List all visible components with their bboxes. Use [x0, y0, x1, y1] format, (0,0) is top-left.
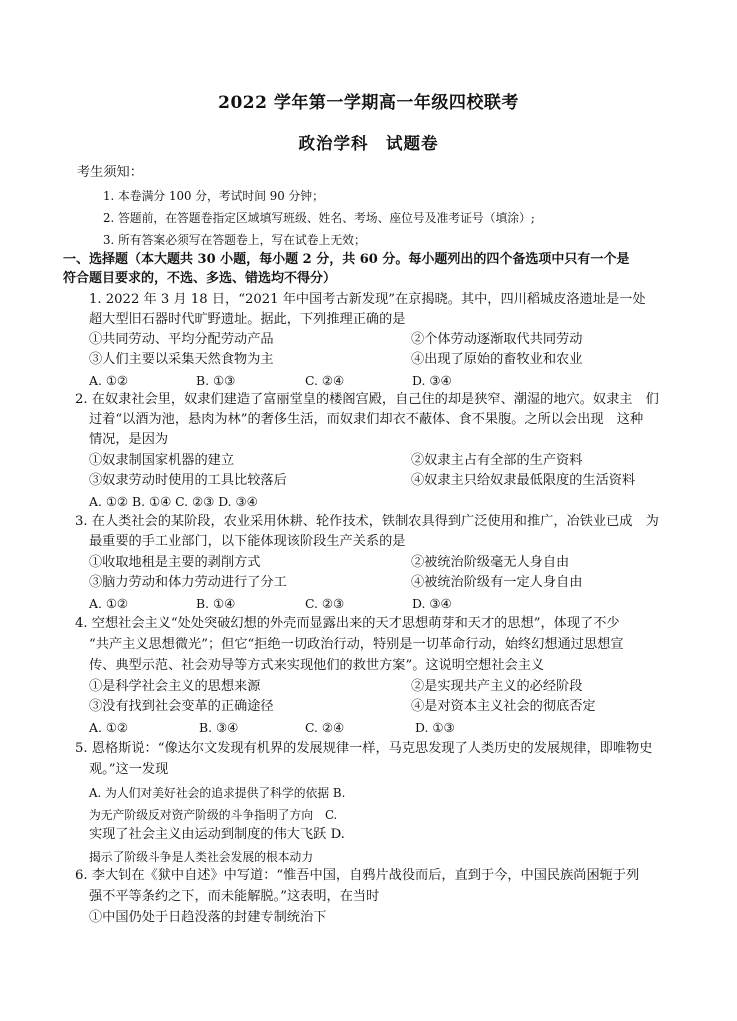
statement: ③没有找到社会变革的正确途径	[89, 699, 274, 714]
exam-title: 2022 学年第一学期高一年级四校联考	[218, 93, 519, 113]
answer-option: B. ①④	[196, 596, 236, 611]
answer-options: A. ①② B. ①④ C. ②③ D. ③④	[89, 494, 258, 509]
question-stem: 5. 恩格斯说：“像达尔文发现有机界的发展规律一样，马克思发现了人类历史的发展规律，即唯物史	[75, 741, 653, 756]
question-stem: 情况，是因为	[89, 432, 169, 447]
statement: ③人们主要以采集天然食物为主	[89, 352, 274, 367]
question-stem: 2. 在奴隶社会里，奴隶们建造了富丽堂皇的楼阁宫殿，自己住的却是狭窄、潮湿的地穴。奴隶主 们	[75, 392, 659, 407]
answer-option: 实现了社会主义由运动到制度的伟大飞跃 D.	[89, 827, 345, 842]
statement: ④奴隶主只给奴隶最低限度的生活资料	[411, 473, 636, 488]
answer-option: D. ③④	[412, 596, 452, 611]
answer-option: D. ③④	[412, 373, 452, 388]
question-stem: 过着“以酒为池，悬肉为林”的奢侈生活，而奴隶们却衣不蔽体、食不果腹。之所以会出现 这种	[89, 412, 644, 427]
statement: ②个体劳动逐渐取代共同劳动	[411, 332, 583, 347]
answer-option: D. ①③	[415, 720, 455, 735]
notice-item: 1. 本卷满分 100 分，考试时间 90 分钟；	[103, 189, 324, 203]
answer-option: 揭示了阶级斗争是人类社会发展的根本动力	[89, 850, 314, 864]
notice-item: 3. 所有答案必须写在答题卷上，写在试卷上无效；	[103, 233, 366, 247]
statement: ①收取地租是主要的剥削方式	[89, 555, 261, 570]
answer-option: C. ②④	[305, 720, 345, 735]
question-stem: 4. 空想社会主义“处处突破幻想的外壳而显露出来的天才思想萌芽和天才的思想”，体现了不少	[75, 616, 620, 631]
answer-option: C. ②③	[305, 596, 345, 611]
answer-option: A. ①②	[89, 720, 129, 735]
exam-subtitle: 政治学科 试题卷	[298, 134, 439, 153]
statement: ②奴隶主占有全部的生产资料	[411, 453, 583, 468]
question-stem: 最重要的手工业部门，以下能体现该阶段生产关系的是	[89, 534, 406, 549]
answer-option: A. 为人们对美好社会的追求提供了科学的依据 B.	[89, 786, 346, 800]
question-stem: 3. 在人类社会的某阶段，农业采用休耕、轮作技术，铁制农具得到广泛使用和推广，冶铁业已成 为	[75, 514, 659, 529]
question-stem: 传、典型示范、社会劝导等方式来实现他们的救世方案”。这说明空想社会主义	[89, 658, 545, 673]
statement: ①共同劳动、平均分配劳动产品	[89, 332, 274, 347]
question-stem: 观。”这一发现	[89, 762, 169, 777]
question-stem: 强不平等条约之下，而未能解脱。”这表明，在当时	[89, 889, 380, 904]
statement: ②被统治阶级毫无人身自由	[411, 555, 570, 570]
notice-item: 2. 答题前，在答题卷指定区域填写班级、姓名、考场、座位号及准考证号（填涂）;	[103, 211, 535, 225]
answer-option: A. ①②	[89, 596, 129, 611]
notice-heading: 考生须知：	[77, 165, 143, 180]
statement: ①中国仍处于日趋没落的封建专制统治下	[89, 910, 327, 925]
statement: ③脑力劳动和体力劳动进行了分工	[89, 575, 287, 590]
statement: ①奴隶制国家机器的建立	[89, 453, 235, 468]
question-stem: 超大型旧石器时代旷野遗址。据此，下列推理正确的是	[89, 312, 406, 327]
question-stem: “共产主义思想微光”；但它“拒绝一切政治行动，特别是一切革命行动，始终幻想通过思想宣	[89, 637, 624, 652]
statement: ④被统治阶级有一定人身自由	[411, 575, 583, 590]
statement: ④是对资本主义社会的彻底否定	[411, 699, 596, 714]
section-heading: 一、选择题（本大题共 30 小题，每小题 2 分，共 60 分。每小题列出的四个备选项中只有一个是	[63, 252, 630, 267]
statement: ①是科学社会主义的思想来源	[89, 679, 261, 694]
statement: ④出现了原始的畜牧业和农业	[411, 352, 583, 367]
answer-option: A. ①②	[89, 373, 129, 388]
question-stem: 6. 李大钊在《狱中自述》中写道：“惟吾中国，自鸦片战役而后，直到于今，中国民族尚困轭于列	[75, 868, 640, 883]
answer-option: 为无产阶级反对资产阶级的斗争指明了方向 C.	[89, 808, 338, 822]
answer-option: B. ③④	[199, 720, 239, 735]
statement: ②是实现共产主义的必经阶段	[411, 679, 583, 694]
statement: ③奴隶劳动时使用的工具比较落后	[89, 473, 287, 488]
section-heading-cont: 符合题目要求的，不选、多选、错选均不得分）	[63, 271, 337, 286]
answer-option: C. ②④	[305, 373, 345, 388]
question-stem: 1. 2022 年 3 月 18 日，“2021 年中国考古新发现”在京揭晓。其中，四川稻城皮洛遗址是一处	[89, 292, 646, 307]
answer-option: B. ①③	[196, 373, 236, 388]
